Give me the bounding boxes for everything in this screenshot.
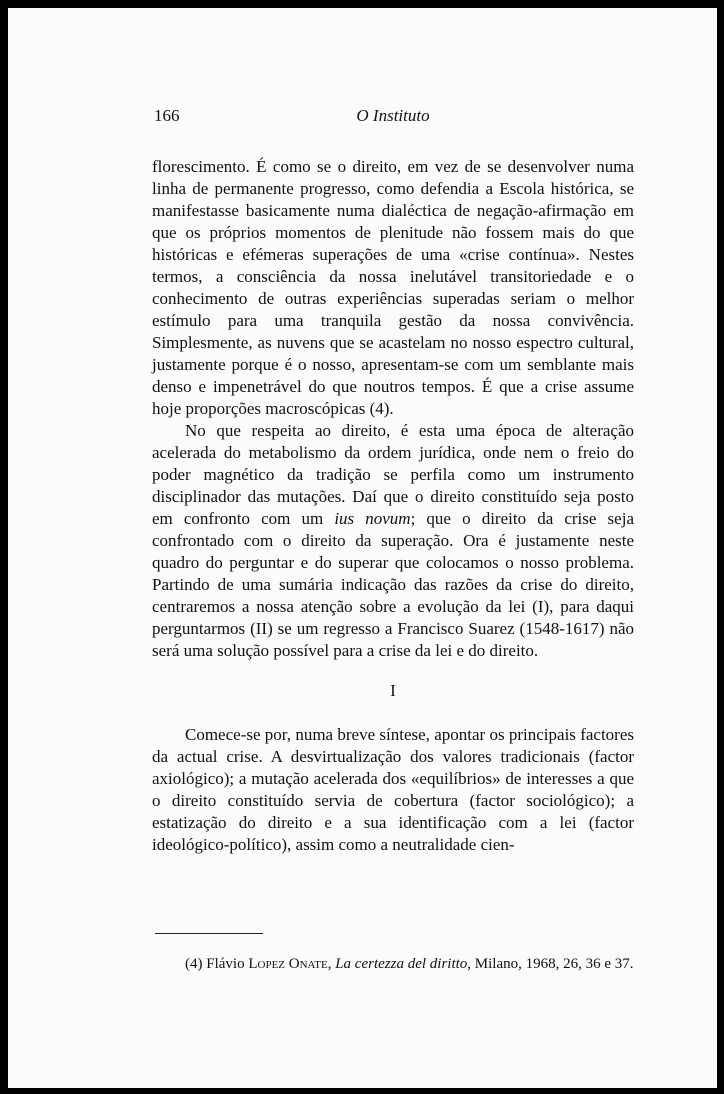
footnote-citation-rest: , Milano, 1968, 26, 36 e 37.: [467, 956, 634, 972]
paragraph-2-text-a: No que respeita ao direito, é esta uma época de alteração acelerada do metabolismo da ordem jurídica, onde nem o freio do poder magnético da tradição se perfila como um instrumento disciplinador das mutações. Daí que o direito constituído seja posto em confronto com um: [152, 421, 634, 528]
paragraph-2: [152, 420, 634, 662]
section-heading: I: [390, 681, 396, 700]
footnote-rule: [155, 933, 263, 934]
ius-novum-term: ius novum: [334, 509, 411, 528]
paragraph-3: Comece-se por, numa breve síntese, apontar os principais factores da actual crise. A desvirtualização dos valores tradicionais (factor axiológico); a mutação acelerada dos «equilíbrios» de interesses a que o direito constituído servia de cobertura (factor sociológico); a estatização do direito e a sua identificação com a lei (factor ideológico-político), assim como a neutralidade cien-: [152, 725, 634, 854]
footnote-author-first: Flávio: [206, 956, 245, 972]
footnote-marker: (4): [185, 956, 203, 972]
book-page: [8, 8, 717, 1088]
footnote: (4) Flávio Lopez Onate, La certezza del diritto, Milano, 1968, 26, 36 e 37.: [185, 956, 634, 972]
footnote-author-surname: Lopez Onate: [248, 956, 328, 972]
paragraph-2-text-b: ; que o direito da crise seja confrontado com o direito da superação. Ora é justamente neste quadro do perguntar e do superar que colocamos o nosso problema. Partindo de uma sumária indicação das razões da crise do direito, centraremos a nossa atenção sobre a evolução da lei (I), para daqui perguntarmos (II) se um regresso a Francisco Suarez (1548-1617) não será uma solução possível para a crise da lei e do direito.: [152, 509, 634, 660]
running-title: O Instituto: [356, 106, 430, 125]
main-text: [152, 156, 634, 856]
paragraph-1: florescimento. É como se o direito, em vez de se desenvolver numa linha de permanente progresso, como defendia a Escola histórica, se manifestasse basicamente numa dialéctica de negação-afirmação em que os próprios momentos de plenitude não fossem mais do que históricas e efémeras superações de uma «crise contínua». Nestes termos, a consciência da nossa inelutável transitoriedade e o conhecimento de outras experiências superadas seriam o melhor estímulo para uma tranquila gestão da nossa convivência. Simplesmente, as nuvens que se acastelam no nosso espectro cultural, justamente porque é o nosso, apresentam-se com um semblante mais denso e impenetrável do que noutros tempos. É que a crise assume hoje proporções macroscópicas (4).: [152, 157, 634, 418]
footnote-book-title: La certezza del diritto: [335, 956, 468, 972]
page-header: [152, 106, 634, 128]
page-number: 166: [154, 106, 180, 125]
